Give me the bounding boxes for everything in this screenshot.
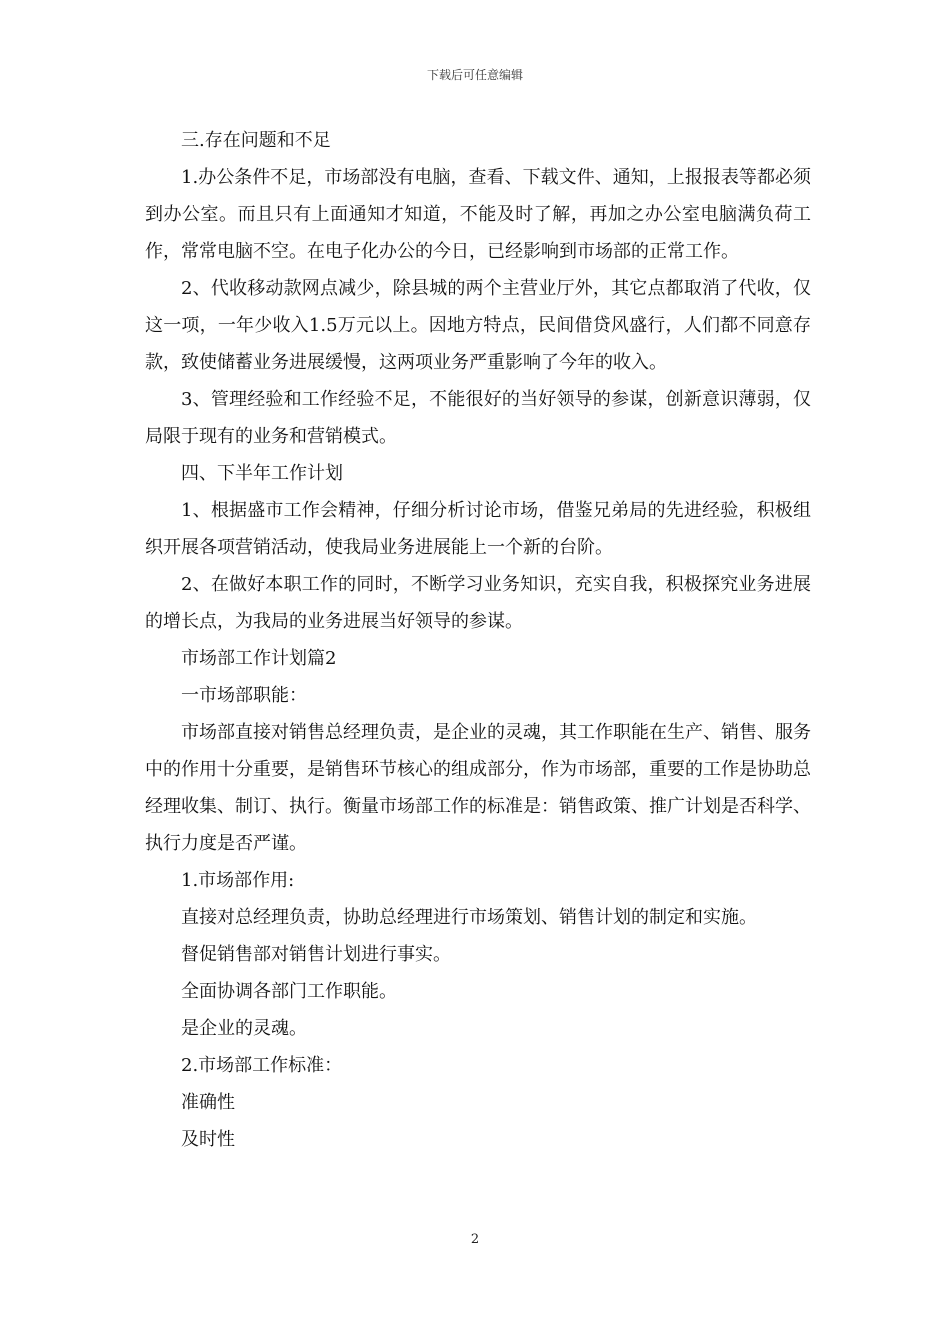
- list-item: 全面协调各部门工作职能。: [181, 981, 397, 1002]
- page-header: 下载后可任意编辑: [426, 68, 523, 82]
- section-heading-problems: 三.存在问题和不足: [181, 130, 331, 151]
- paragraph: 1.办公条件不足，市场部没有电脑，查看、下载文件、通知，上报报表等都必须到办公室。而且只有上面通知才知道，不能及时了解，再加之办公室电脑满负荷工作，常常电脑不空。在电子化办公的今日，已经影响到市场部的正常工作。: [145, 167, 811, 262]
- page-number: 2: [470, 1232, 480, 1247]
- sub-heading-standards: 2.市场部工作标准：: [181, 1055, 343, 1076]
- list-item: 督促销售部对销售计划进行事实。: [181, 944, 451, 965]
- document-body: [145, 122, 811, 1158]
- list-item: 准确性: [181, 1092, 235, 1113]
- section-heading-part2: 市场部工作计划篇2: [181, 648, 337, 669]
- sub-heading-functions: 一市场部职能：: [181, 685, 307, 706]
- paragraph: 市场部直接对销售总经理负责，是企业的灵魂，其工作职能在生产、销售、服务中的作用十分重要，是销售环节核心的组成部分，作为市场部，重要的工作是协助总经理收集、制订、执行。衡量市场部工作的标准是：销售政策、推广计划是否科学、执行力度是否严谨。: [145, 722, 811, 854]
- list-item: 及时性: [181, 1129, 235, 1150]
- paragraph: 2、代收移动款网点减少，除县城的两个主营业厅外，其它点都取消了代收，仅这一项，一年少收入1.5万元以上。因地方特点，民间借贷风盛行，人们都不同意存款，致使储蓄业务进展缓慢，这两项业务严重影响了今年的收入。: [145, 278, 811, 373]
- sub-heading-role: 1.市场部作用:: [181, 870, 295, 891]
- list-item: 是企业的灵魂。: [181, 1018, 307, 1039]
- paragraph: 1、根据盛市工作会精神，仔细分析讨论市场，借鉴兄弟局的先进经验，积极组织开展各项营销活动，使我局业务进展能上一个新的台阶。: [145, 500, 811, 558]
- section-heading-plan: 四、下半年工作计划: [181, 463, 343, 484]
- paragraph: 3、管理经验和工作经验不足，不能很好的当好领导的参谋，创新意识薄弱，仅局限于现有的业务和营销模式。: [145, 389, 811, 447]
- list-item: 直接对总经理负责，协助总经理进行市场策划、销售计划的制定和实施。: [181, 907, 757, 928]
- paragraph: 2、在做好本职工作的同时，不断学习业务知识，充实自我，积极探究业务进展的增长点，为我局的业务进展当好领导的参谋。: [145, 574, 811, 632]
